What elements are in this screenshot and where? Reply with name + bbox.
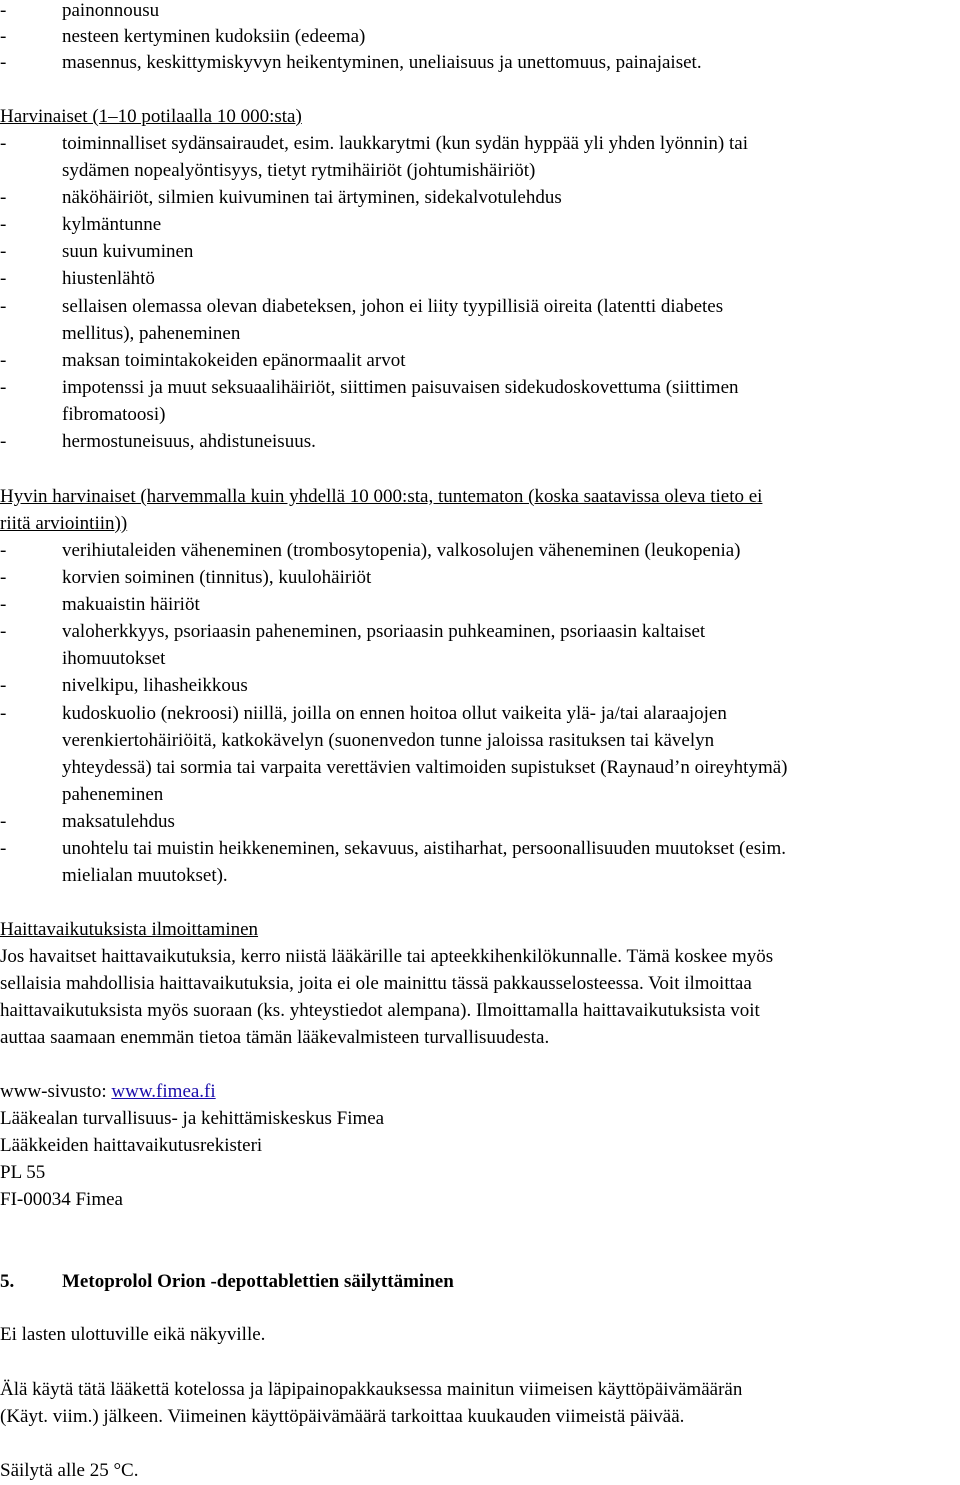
- reporting-paragraph-line: auttaa saamaan enemmän tietoa tämän lääkevalmisteen turvallisuudesta.: [0, 1027, 550, 1048]
- reporting-heading: Haittavaikutuksista ilmoittaminen: [0, 919, 259, 940]
- list-item-continuation: mielialan muutokset).: [62, 865, 228, 886]
- list-item: - kudoskuolio (nekroosi) niillä, joilla on ennen hoitoa ollut vaikeita ylä- ja/tai alaraajojen: [0, 703, 727, 724]
- storage-temperature: Säilytä alle 25 °C.: [0, 1460, 139, 1481]
- list-item: - masennus, keskittymiskyvyn heikentyminen, uneliaisuus ja unettomuus, painajaiset.: [0, 52, 702, 73]
- storage-paragraph-line: Älä käytä tätä lääkettä kotelossa ja läpipainopakkauksessa mainitun viimeisen käyttöpäivämäärän: [0, 1379, 743, 1400]
- list-item-continuation: paheneminen: [62, 784, 164, 805]
- list-item: - hermostuneisuus, ahdistuneisuus.: [0, 431, 316, 452]
- list-item: - suun kuivuminen: [0, 241, 194, 262]
- list-item: - kylmäntunne: [0, 214, 162, 235]
- reporting-paragraph-line: haittavaikutuksista myös suoraan (ks. yhteystiedot alempana). Ilmoittamalla haittavaikutuksista voit: [0, 1000, 760, 1021]
- reporting-paragraph-line: Jos havaitset haittavaikutuksia, kerro niistä lääkärille tai apteekkihenkilökunnalle. Tämä koskee myös: [0, 946, 774, 967]
- section-number: 5.: [0, 1271, 15, 1292]
- list-item-continuation: yhteydessä) tai sormia tai varpaita verettävien valtimoiden supistukset (Raynaud’n oireyhtymä): [62, 757, 788, 778]
- list-item-continuation: ihomuutokset: [62, 648, 166, 669]
- list-item: - maksan toimintakokeiden epänormaalit arvot: [0, 350, 406, 371]
- list-item: - unohtelu tai muistin heikkeneminen, sekavuus, aistiharhat, persoonallisuuden muutokset (esim.: [0, 838, 786, 859]
- address-line: FI-00034 Fimea: [0, 1189, 123, 1210]
- address-line: PL 55: [0, 1162, 46, 1183]
- storage-paragraph-line: (Käyt. viim.) jälkeen. Viimeinen käyttöpäivämäärä tarkoittaa kuukauden viimeistä päivää.: [0, 1406, 685, 1427]
- list-item: - nivelkipu, lihasheikkous: [0, 675, 248, 696]
- list-item: - toiminnalliset sydänsairaudet, esim. laukkarytmi (kun sydän hyppää yli yhden lyönnin) tai: [0, 133, 748, 154]
- rare-heading: Harvinaiset (1–10 potilaalla 10 000:sta): [0, 106, 302, 127]
- list-item: - hiustenlähtö: [0, 268, 155, 289]
- reporting-paragraph-line: sellaisia mahdollisia haittavaikutuksia, joita ei ole mainittu tässä pakkausselosteessa. Voit ilmoittaa: [0, 973, 752, 994]
- list-item: - korvien soiminen (tinnitus), kuulohäiriöt: [0, 567, 372, 588]
- list-item: - verihiutaleiden väheneminen (trombosytopenia), valkosolujen väheneminen (leukopenia): [0, 540, 741, 561]
- list-item: - nesteen kertyminen kudoksiin (edeema): [0, 26, 366, 47]
- section-5-heading: [0, 1271, 454, 1293]
- list-item: - sellaisen olemassa olevan diabeteksen, johon ei liity tyypillisiä oireita (latentti diabetes: [0, 296, 724, 317]
- storage-paragraph: Ei lasten ulottuville eikä näkyville.: [0, 1324, 266, 1345]
- list-item: - valoherkkyys, psoriaasin paheneminen, psoriaasin puhkeaminen, psoriaasin kaltaiset: [0, 621, 706, 642]
- address-line: Lääkkeiden haittavaikutusrekisteri: [0, 1135, 263, 1156]
- list-item: - impotenssi ja muut seksuaalihäiriöt, siittimen paisuvaisen sidekudoskovettuma (siittimen: [0, 377, 739, 398]
- section-title: Metoprolol Orion -depottablettien säilyttäminen: [62, 1271, 454, 1292]
- list-item-continuation: verenkiertohäiriöitä, katkokävelyn (suonenvedon tunne jaloissa rasituksen tai kävelyn: [62, 730, 715, 751]
- address-line: Lääkealan turvallisuus- ja kehittämiskeskus Fimea: [0, 1108, 385, 1129]
- website-label: www-sivusto:: [0, 1081, 112, 1102]
- very-rare-heading-cont: riitä arviointiin)): [0, 513, 128, 534]
- list-item-continuation: mellitus), paheneminen: [62, 323, 241, 344]
- list-item-continuation: sydämen nopealyöntisyys, tietyt rytmihäiriöt (johtumishäiriöt): [62, 160, 536, 181]
- list-item: - näköhäiriöt, silmien kuivuminen tai ärtyminen, sidekalvotulehdus: [0, 187, 562, 208]
- list-item: - painonnousu: [0, 0, 160, 21]
- very-rare-heading: Hyvin harvinaiset (harvemmalla kuin yhdellä 10 000:sta, tuntematon (koska saatavissa oleva tieto ei: [0, 486, 763, 507]
- list-item-continuation: fibromatoosi): [62, 404, 166, 425]
- fimea-link[interactable]: www.fimea.fi: [111, 1081, 216, 1102]
- list-item: - maksatulehdus: [0, 811, 175, 832]
- list-item: - makuaistin häiriöt: [0, 594, 200, 615]
- website-line: [0, 1081, 216, 1103]
